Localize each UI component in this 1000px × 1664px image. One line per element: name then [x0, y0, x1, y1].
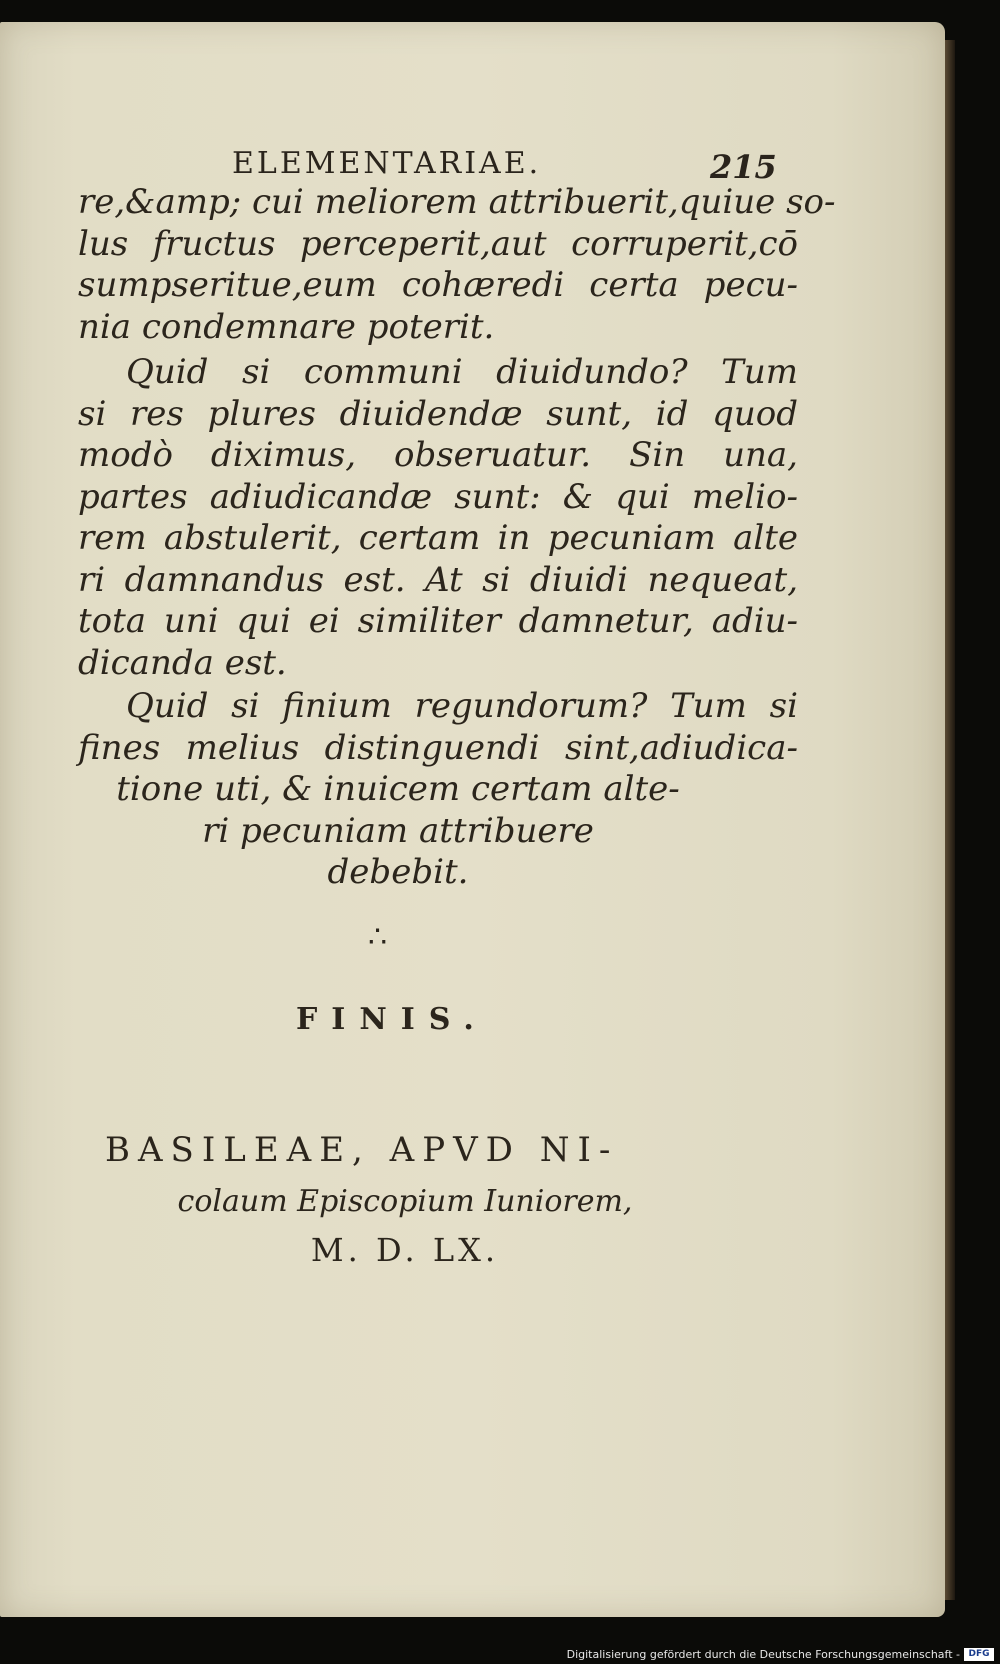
text-line: dicanda est.: [78, 642, 287, 683]
text-line: debebit.: [327, 852, 469, 892]
ornament-icon: ∴: [368, 920, 388, 955]
footer-bar: [0, 1646, 1000, 1664]
digitization-credit: Digitalisierung gefördert durch die Deutsche Forschungsgemeinschaft -: [566, 1648, 960, 1661]
text-line: partes adiudicandæ sunt: & qui melio-: [78, 476, 798, 517]
text-line: modò diximus, obseruatur. Sin una,: [78, 435, 798, 475]
text-line: sumpseritue,eum cohæredi certa pecu-: [78, 265, 798, 305]
running-title: ELEMENTARIAE.: [232, 146, 542, 181]
text-line: ri pecuniam attribuere: [202, 810, 594, 851]
colophon: [105, 1130, 705, 1269]
page-header: [0, 146, 945, 186]
text-line: Quid si communi diuidundo? Tum: [126, 352, 798, 392]
dfg-logo-icon: DFG: [964, 1648, 994, 1661]
text-line: nia condemnare poterit.: [78, 306, 495, 347]
colophon-date: M. D. LX.: [310, 1231, 500, 1269]
page-number: 215: [710, 148, 777, 186]
colophon-line: colaum Episcopium Iuniorem,: [177, 1184, 633, 1219]
body-text: [78, 182, 836, 894]
colophon-line: BASILEAE, APVD NI-: [105, 1130, 619, 1170]
text-line: rem abstulerit, certam in pecuniam alte: [78, 518, 798, 558]
finis-label: FINIS.: [296, 1002, 488, 1037]
page-edge: [945, 40, 955, 1600]
text-line: re,&amp; cui meliorem attribuerit,quiue so-: [78, 182, 836, 222]
text-line: tione uti, & inuicem certam alte-: [116, 769, 680, 809]
text-line: ri damnandus est. At si diuidi nequeat,: [78, 559, 798, 600]
text-line: lus fructus perceperit,aut corruperit,cō: [78, 223, 798, 264]
text-line: fines melius distinguendi sint,adiudica-: [78, 727, 798, 768]
book-page: [0, 22, 945, 1617]
text-line: si res plures diuidendæ sunt, id quod: [78, 393, 798, 434]
text-line: Quid si finium regundorum? Tum si: [126, 686, 798, 726]
text-line: tota uni qui ei similiter damnetur, adiu-: [78, 601, 798, 641]
